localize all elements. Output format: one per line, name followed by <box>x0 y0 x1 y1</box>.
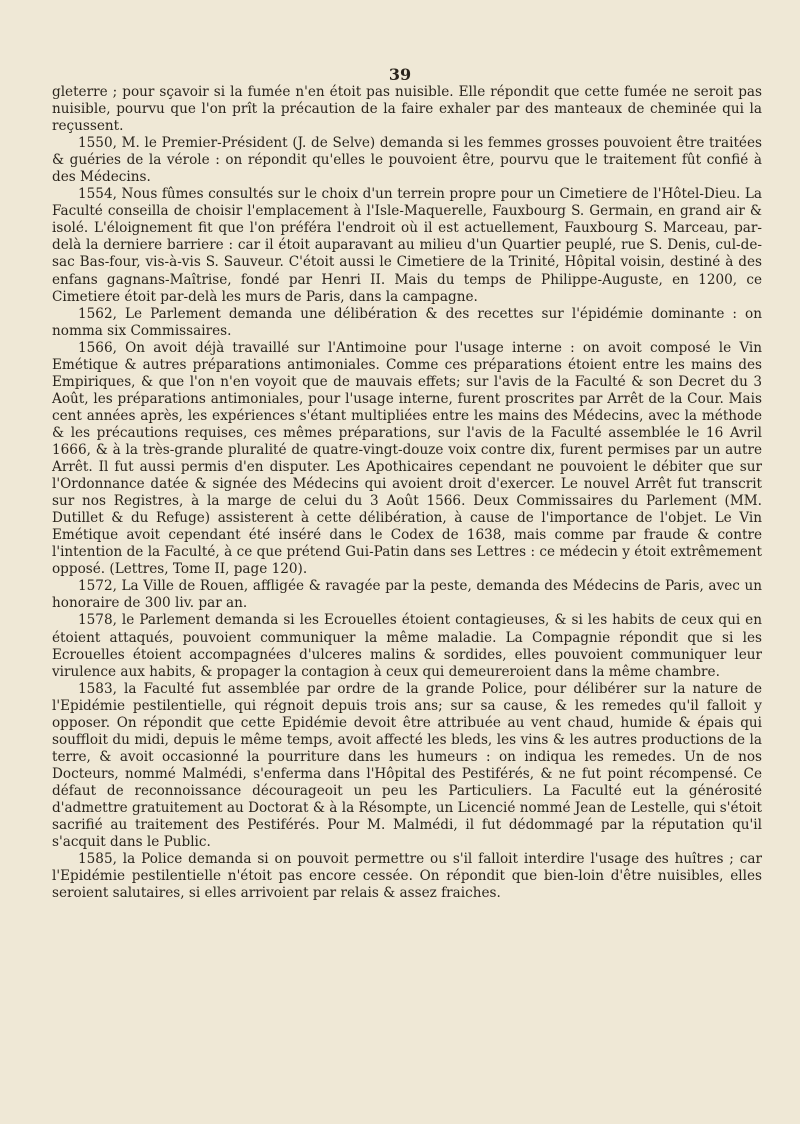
paragraph-1566: 1566, On avoit déjà travaillé sur l'Antimoine pour l'usage interne : on avoit composé le Vin Emétique & autres préparations antimoniales. Comme ces préparations étoient entre les mains des Empiriques, & que l'on n'en voyoit que de mauvais effets; sur l'avis de la Faculté & son Decret du 3 Août, les préparations antimoniales, pour l'usage interne, furent proscrites par Arrêt de la Cour. Mais cent années après, les expériences s'étant multipliées entre les mains des Médecins, avec la méthode & les précautions requises, ces mêmes préparations, sur l'avis de la Faculté assemblée le 16 Avril 1666, & à la très-grande pluralité de quatre-vingt-douze voix contre dix, furent permises par un autre Arrêt. Il fut aussi permis d'en disputer. Les Apothicaires cependant ne pouvoient le débiter que sur l'Ordonnance datée & signée des Médecins qui avoient droit d'exercer. Le nouvel Arrêt fut transcrit sur nos Registres, à la marge de celui du 3 Août 1566. Deux Commissaires du Parlement (MM. Dutillet & du Refuge) assisterent à cette délibération, à cause de l'importance de l'objet. Le Vin Emétique avoit cependant été inséré dans le Codex de 1638, mais comme par fraude & contre l'intention de la Faculté, à ce que prétend Gui-Patin dans ses Lettres : ce médecin y étoit extrêmement opposé. (Lettres, Tome II, page 120). <box>52 339 762 578</box>
body-text <box>52 84 762 902</box>
paragraph-1572: 1572, La Ville de Rouen, affligée & ravagée par la peste, demanda des Médecins de Paris, avec un honoraire de 300 liv. par an. <box>52 578 762 612</box>
paragraph-1554: 1554, Nous fûmes consultés sur le choix d'un terrein propre pour un Cimetiere de l'Hôtel-Dieu. La Faculté conseilla de choisir l'emplacement à l'Isle-Maquerelle, Fauxbourg S. Germain, en grand air & isolé. L'éloignement fit que l'on préféra l'endroit où il est actuellement, Fauxbourg S. Marceau, par-delà la derniere barriere : car il étoit auparavant au milieu d'un Quartier peuplé, rue S. Denis, cul-de-sac Bas-four, vis-à-vis S. Sauveur. C'étoit aussi le Cimetiere de la Trinité, Hôpital voisin, destiné à des enfans gagnans-Maîtrise, fondé par Henri II. Mais du temps de Philippe-Auguste, en 1200, ce Cimetiere étoit par-delà les murs de Paris, dans la campagne. <box>52 186 762 305</box>
paragraph-1583: 1583, la Faculté fut assemblée par ordre de la grande Police, pour délibérer sur la nature de l'Epidémie pestilentielle, qui régnoit depuis trois ans; sur sa cause, & les remedes qu'il falloit y opposer. On répondit que cette Epidémie devoit être attribuée au vent chaud, humide & épais qui souffloit du midi, depuis le même temps, avoit affecté les bleds, les vins & les autres productions de la terre, & avoit occasionné la pourriture dans les humeurs : on indiqua les remedes. Un de nos Docteurs, nommé Malmédi, s'enferma dans l'Hôpital des Pestiférés, & ne fut point récompensé. Ce défaut de reconnoissance décourageoit un peu les Particuliers. La Faculté eut la générosité d'admettre gratuitement au Doctorat & à la Résompte, un Licencié nommé Jean de Lestelle, qui s'étoit sacrifié au traitement des Pestiférés. Pour M. Malmédi, il fut dédommagé par la réputation qu'il s'acquit dans le Public. <box>52 680 762 851</box>
paragraph-1578: 1578, le Parlement demanda si les Ecrouelles étoient contagieuses, & si les habits de ceux qui en étoient attaqués, pouvoient communiquer la même maladie. La Compagnie répondit que si les Ecrouelles étoient accompagnées d'ulceres malins & sordides, elles pouvoient communiquer leur virulence aux habits, & propager la contagion à ceux qui demeureroient dans la même chambre. <box>52 612 762 680</box>
paragraph-continuation: gleterre ; pour sçavoir si la fumée n'en étoit pas nuisible. Elle répondit que cette fumée ne seroit pas nuisible, pourvu que l'on prît la précaution de la faire exhaler par des manteaux de cheminée qui la reçussent. <box>52 84 762 135</box>
paragraph-1550: 1550, M. le Premier-Président (J. de Selve) demanda si les femmes grosses pouvoient être traitées & guéries de la vérole : on répondit qu'elles le pouvoient être, pourvu que le traitement fût confié à des Médecins. <box>52 135 762 186</box>
page-number: 39 <box>388 65 412 84</box>
paragraph-1585: 1585, la Police demanda si on pouvoit permettre ou s'il falloit interdire l'usage des huîtres ; car l'Epidémie pestilentielle n'étoit pas encore cessée. On répondit que bien-loin d'être nuisibles, elles seroient salutaires, si elles arrivoient par relais & assez fraiches. <box>52 851 762 902</box>
paragraph-1562: 1562, Le Parlement demanda une délibération & des recettes sur l'épidémie dominante : on nomma six Commissaires. <box>52 305 762 339</box>
